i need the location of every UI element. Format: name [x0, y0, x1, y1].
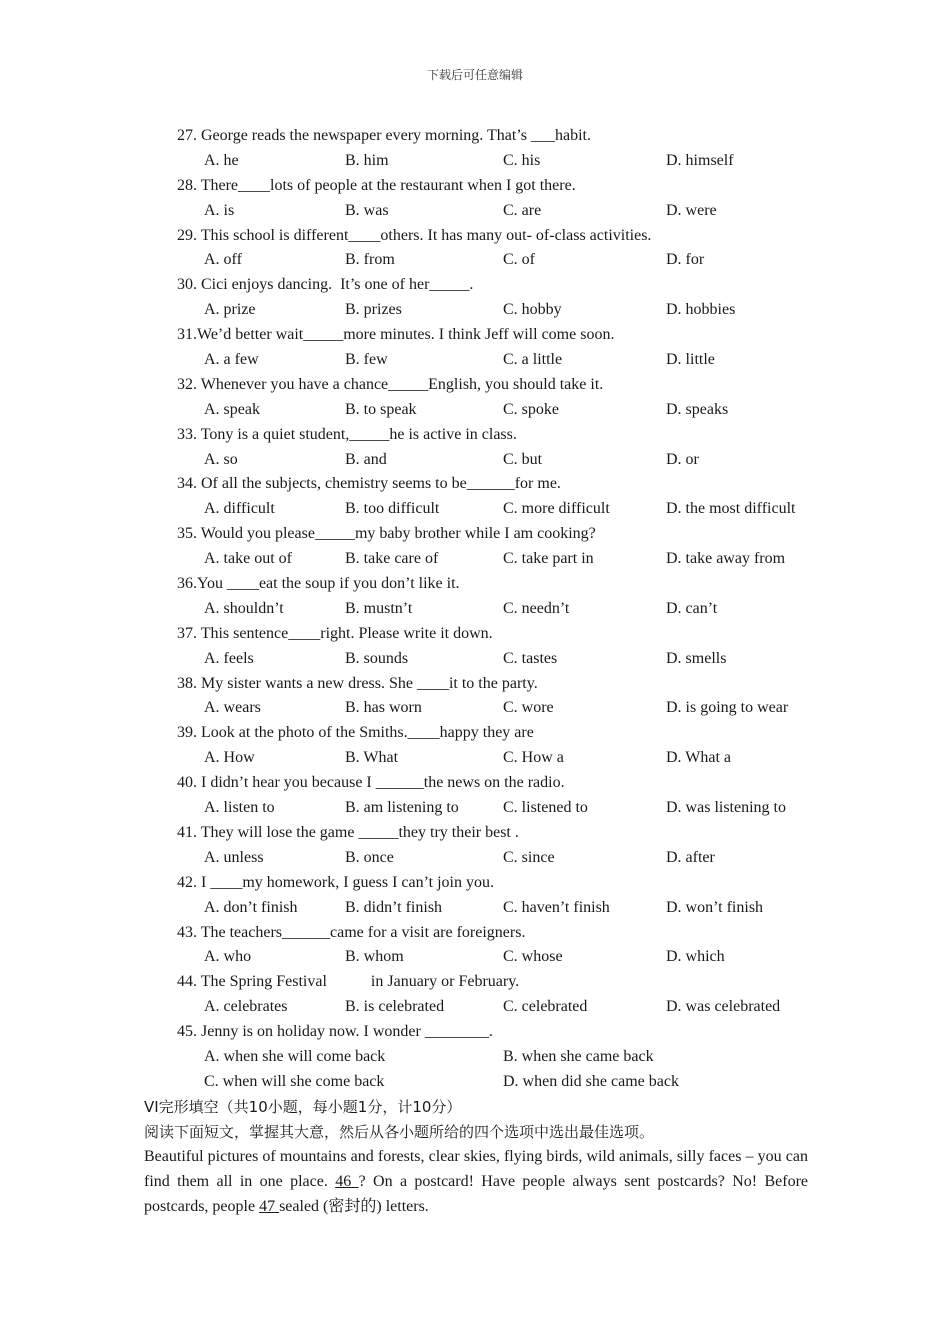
- option-d: D. the most difficult: [666, 500, 796, 518]
- cloze-passage: [144, 1145, 808, 1220]
- question-stem: 37. This sentence____right. Please write it down.: [177, 624, 493, 642]
- option-a: A. unless: [204, 848, 264, 866]
- question-options: [177, 945, 837, 970]
- option-b: B. whom: [345, 948, 404, 966]
- option-d: D. were: [666, 201, 717, 219]
- option-d: D. or: [666, 450, 699, 468]
- option-d: D. after: [666, 848, 715, 866]
- question-options: [177, 647, 837, 672]
- option-b: B. was: [345, 201, 389, 219]
- question-stem: 28. There____lots of people at the restaurant when I got there.: [177, 176, 576, 194]
- question-stem: 36.You ____eat the soup if you don’t like it.: [177, 575, 460, 593]
- option-b: B. is celebrated: [345, 998, 445, 1016]
- question-options: [177, 1070, 837, 1095]
- option-a: A. speak: [204, 400, 260, 418]
- option-b: B. from: [345, 251, 395, 269]
- option-a: A. when she will come back: [204, 1047, 386, 1065]
- page-header-note: 下载后可任意编辑: [426, 68, 523, 82]
- question-options: [177, 696, 837, 721]
- passage-text: Beautiful pictures of mountains and forests, clear skies, flying birds, wild animals, silly faces – you can find them all in one place.: [144, 1147, 808, 1190]
- option-b: B. has worn: [345, 699, 422, 717]
- question-options: [177, 497, 837, 522]
- blank-46: 46: [335, 1172, 359, 1190]
- option-c: C. whose: [503, 948, 563, 966]
- option-c: C. celebrated: [503, 998, 588, 1016]
- option-c: C. take part in: [503, 550, 594, 568]
- option-a: A. shouldn’t: [204, 599, 284, 617]
- question-stem: 40. I didn’t hear you because I ______the news on the radio.: [177, 774, 565, 792]
- option-d: D. take away from: [666, 550, 786, 568]
- option-a: A. difficult: [204, 500, 275, 518]
- option-b: B. am listening to: [345, 799, 459, 817]
- option-b: B. and: [345, 450, 387, 468]
- question-options: [177, 597, 837, 622]
- option-d: D. won’t finish: [666, 898, 764, 916]
- option-c: C. his: [503, 151, 541, 169]
- cloze-section: [144, 1095, 808, 1220]
- option-d: D. was celebrated: [666, 998, 781, 1016]
- option-d: D. for: [666, 251, 705, 269]
- option-c: C. How a: [503, 749, 564, 767]
- option-b: B. didn’t finish: [345, 898, 443, 916]
- question-options: [177, 448, 837, 473]
- question-options: [177, 199, 837, 224]
- question-stem: 39. Look at the photo of the Smiths.____happy they are: [177, 724, 534, 742]
- option-a: A. who: [204, 948, 252, 966]
- option-b: B. mustn’t: [345, 599, 413, 617]
- option-c: C. needn’t: [503, 599, 570, 617]
- option-d: D. which: [666, 948, 725, 966]
- option-c: C. since: [503, 848, 555, 866]
- option-d: D. is going to wear: [666, 699, 789, 717]
- option-c: C. when will she come back: [204, 1072, 385, 1090]
- question-options: [177, 1045, 837, 1070]
- option-a: A. How: [204, 749, 255, 767]
- option-d: D. can’t: [666, 599, 718, 617]
- option-c: C. tastes: [503, 649, 558, 667]
- question-options: [177, 995, 837, 1020]
- question-options: [177, 348, 837, 373]
- option-a: A. don’t finish: [204, 898, 298, 916]
- option-d: D. What a: [666, 749, 732, 767]
- option-a: A. wears: [204, 699, 261, 717]
- option-c: C. haven’t finish: [503, 898, 610, 916]
- option-a: A. off: [204, 251, 242, 269]
- question-options: [177, 796, 837, 821]
- option-a: A. so: [204, 450, 238, 468]
- question-options: [177, 398, 837, 423]
- option-c: C. spoke: [503, 400, 559, 418]
- question-options: [177, 248, 837, 273]
- option-b: B. him: [345, 151, 389, 169]
- option-b: B. once: [345, 848, 394, 866]
- option-d: D. smells: [666, 649, 727, 667]
- question-options: [177, 149, 837, 174]
- question-stem: 43. The teachers______came for a visit are foreigners.: [177, 923, 526, 941]
- option-c: C. but: [503, 450, 543, 468]
- multiple-choice-questions: [177, 124, 837, 1095]
- option-a: A. feels: [204, 649, 254, 667]
- question-stem: 30. Cici enjoys dancing. It’s one of her_____.: [177, 276, 474, 294]
- question-stem: 35. Would you please_____my baby brother while I am cooking?: [177, 525, 596, 543]
- question-stem: 32. Whenever you have a chance_____English, you should take it.: [177, 375, 604, 393]
- passage-text: sealed (密封的) letters.: [279, 1197, 429, 1215]
- option-c: C. of: [503, 251, 535, 269]
- option-a: A. take out of: [204, 550, 292, 568]
- question-options: [177, 298, 837, 323]
- option-d: D. little: [666, 351, 715, 369]
- option-d: D. when did she came back: [503, 1072, 679, 1090]
- question-stem: 33. Tony is a quiet student,_____he is active in class.: [177, 425, 517, 443]
- option-b: B. What: [345, 749, 399, 767]
- option-d: D. hobbies: [666, 301, 736, 319]
- question-options: [177, 547, 837, 572]
- option-b: B. sounds: [345, 649, 409, 667]
- section-title: VI完形填空（共10小题，每小题1分，计10分）: [144, 1098, 462, 1116]
- option-b: B. too difficult: [345, 500, 440, 518]
- option-b: B. to speak: [345, 400, 417, 418]
- option-d: D. himself: [666, 151, 734, 169]
- option-a: A. a few: [204, 351, 259, 369]
- option-c: C. a little: [503, 351, 563, 369]
- question-stem: 38. My sister wants a new dress. She ____it to the party.: [177, 674, 538, 692]
- option-a: A. is: [204, 201, 235, 219]
- question-stem: 45. Jenny is on holiday now. I wonder ________.: [177, 1023, 493, 1041]
- question-stem: 44. The Spring Festival in January or February.: [177, 973, 520, 991]
- option-d: D. speaks: [666, 400, 729, 418]
- question-stem: 41. They will lose the game _____they try their best .: [177, 823, 519, 841]
- option-c: C. wore: [503, 699, 554, 717]
- option-a: A. he: [204, 151, 239, 169]
- question-stem: 29. This school is different____others. It has many out- of-class activities.: [177, 226, 652, 244]
- passage-text: ? On a postcard! Have people always sent postcards? No! Before postcards, people: [144, 1172, 809, 1215]
- question-stem: 34. Of all the subjects, chemistry seems to be______for me.: [177, 475, 561, 493]
- question-stem: 27. George reads the newspaper every morning. That’s ___habit.: [177, 127, 591, 144]
- option-c: C. listened to: [503, 799, 588, 817]
- option-c: C. are: [503, 201, 542, 219]
- option-d: D. was listening to: [666, 799, 786, 817]
- blank-47: 47: [259, 1197, 280, 1215]
- option-a: A. prize: [204, 301, 256, 319]
- question-options: [177, 846, 837, 871]
- option-b: B. few: [345, 351, 388, 369]
- option-a: A. listen to: [204, 799, 275, 817]
- question-options: [177, 896, 837, 921]
- option-c: C. hobby: [503, 301, 562, 319]
- section-instruction: 阅读下面短文，掌握其大意，然后从各小题所给的四个选项中选出最佳选项。: [144, 1122, 655, 1141]
- option-b: B. take care of: [345, 550, 439, 568]
- option-a: A. celebrates: [204, 998, 288, 1016]
- option-b: B. prizes: [345, 301, 402, 319]
- question-options: [177, 746, 837, 771]
- option-c: C. more difficult: [503, 500, 610, 518]
- question-stem: 31.We’d better wait_____more minutes. I think Jeff will come soon.: [177, 326, 615, 344]
- option-b: B. when she came back: [503, 1047, 654, 1065]
- question-stem: 42. I ____my homework, I guess I can’t join you.: [177, 873, 494, 891]
